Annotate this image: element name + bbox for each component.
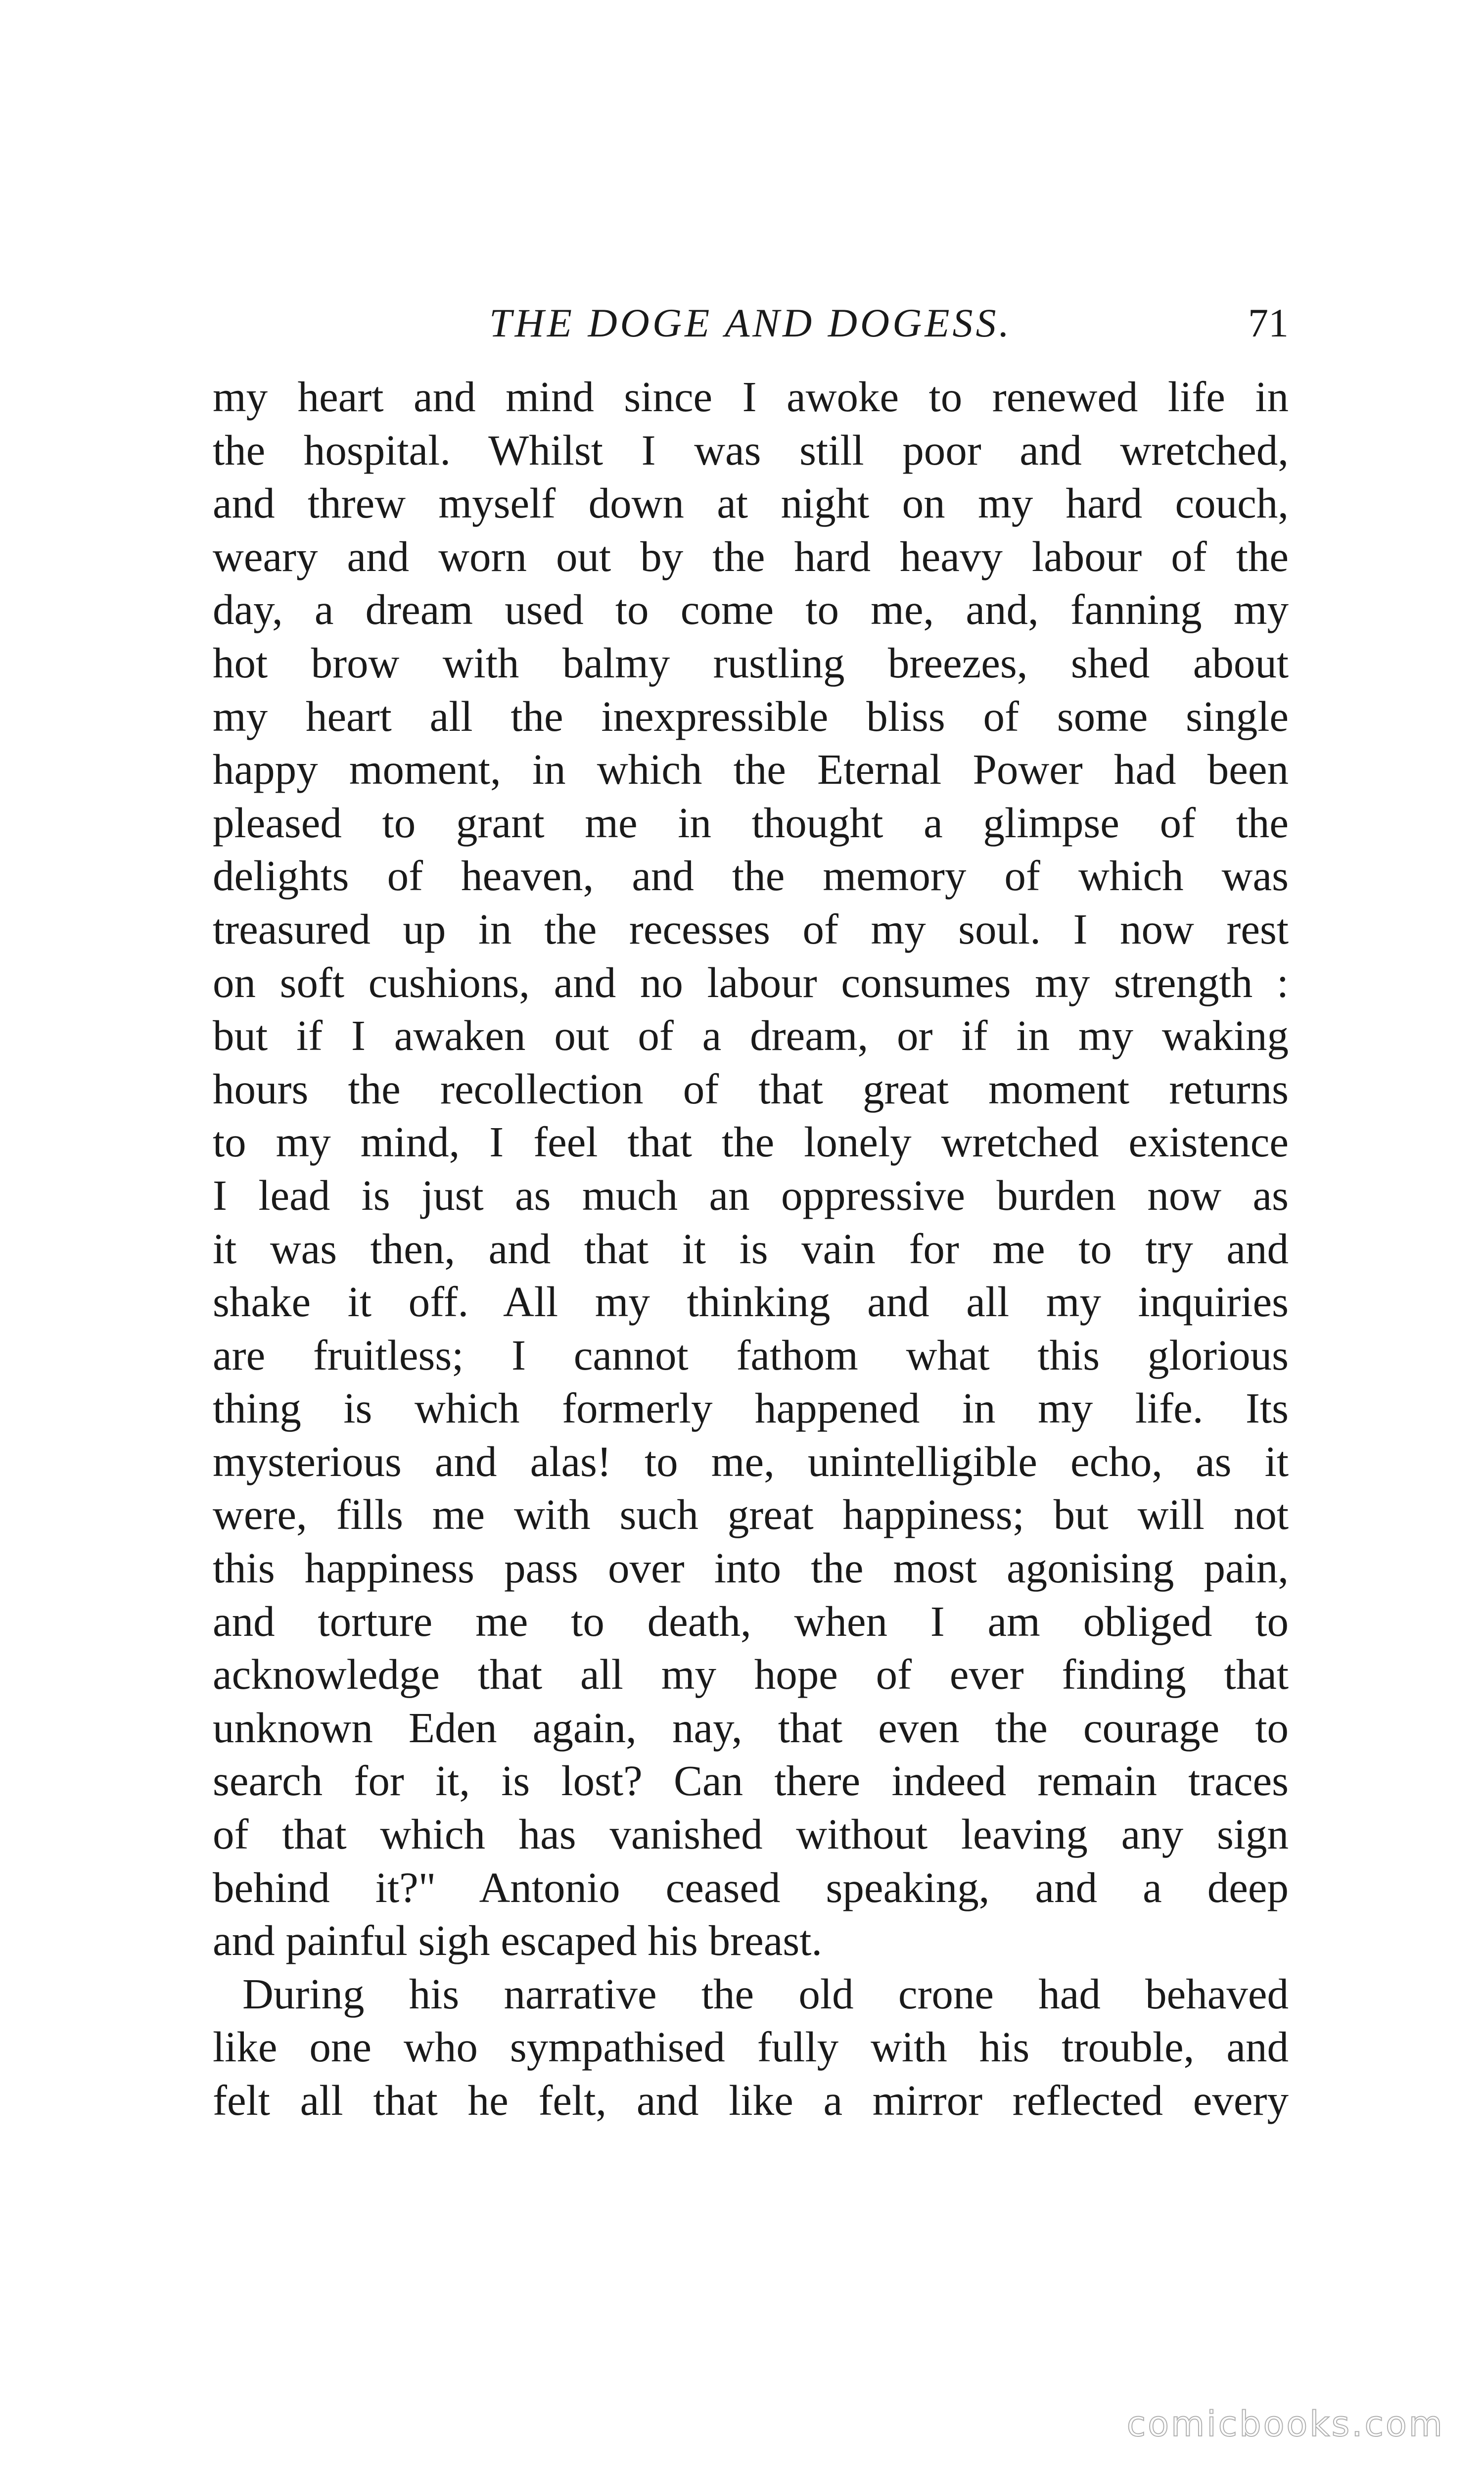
text-line: like one who sympathised fully with his trouble, and (213, 2023, 1289, 2071)
text-line: day, a dream used to come to me, and, fanning my (213, 585, 1289, 634)
text-line: hours the recollection of that great moment returns (213, 1064, 1289, 1113)
text-line: to my mind, I feel that the lonely wretched existence (213, 1118, 1289, 1166)
text-line: of that which has vanished without leaving any sign (213, 1810, 1289, 1858)
text-line: shake it off. All my thinking and all my inquiries (213, 1278, 1289, 1326)
text-line: and torture me to death, when I am obliged to (213, 1597, 1289, 1645)
text-line: my heart all the inexpressible bliss of some single (213, 692, 1289, 740)
text-line: this happiness pass over into the most agonising pain, (213, 1544, 1289, 1592)
text-line: and threw myself down at night on my hard couch, (213, 479, 1289, 527)
text-line: mysterious and alas! to me, unintelligible echo, as it (213, 1437, 1289, 1485)
text-line: delights of heaven, and the memory of which was (213, 852, 1289, 900)
text-line: are fruitless; I cannot fathom what this glorious (213, 1331, 1289, 1379)
page-number: 71 (1248, 300, 1289, 345)
paragraph-start-line: During his narrative the old crone had behaved (242, 1969, 1289, 2018)
running-head (213, 296, 1289, 350)
text-line: behind it?" Antonio ceased speaking, and a deep (213, 1863, 1289, 1911)
text-line: hot brow with balmy rustling breezes, shed about (213, 638, 1289, 687)
text-line: but if I awaken out of a dream, or if in my waking (213, 1011, 1289, 1060)
text-line: treasured up in the recesses of my soul. I now rest (213, 904, 1289, 953)
body-text (213, 370, 1289, 2127)
text-line: were, fills me with such great happiness; but will not (213, 1490, 1289, 1539)
text-line: my heart and mind since I awoke to renewed life in (213, 373, 1289, 421)
text-line: thing is which formerly happened in my life. Its (213, 1384, 1289, 1432)
text-line: happy moment, in which the Eternal Power had been (213, 745, 1289, 794)
text-line: it was then, and that it is vain for me to try and (213, 1224, 1289, 1273)
text-line: pleased to grant me in thought a glimpse of the (213, 798, 1289, 847)
text-line: I lead is just as much an oppressive burden now as (213, 1171, 1289, 1219)
watermark: comicbooks.com (1126, 2404, 1444, 2444)
text-line: search for it, is lost? Can there indeed remain traces (213, 1757, 1289, 1805)
text-line: weary and worn out by the hard heavy labour of the (213, 532, 1289, 580)
text-line: acknowledge that all my hope of ever finding that (213, 1650, 1289, 1699)
paragraph-end-line: and painful sigh escaped his breast. (213, 1916, 823, 1965)
text-line: felt all that he felt, and like a mirror reflected every (213, 2076, 1289, 2124)
text-line: unknown Eden again, nay, that even the courage to (213, 1703, 1289, 1752)
running-title: THE DOGE AND DOGESS. (489, 300, 1012, 345)
text-line: on soft cushions, and no labour consumes my strength : (213, 958, 1289, 1006)
text-line: the hospital. Whilst I was still poor and wretched, (213, 426, 1289, 474)
